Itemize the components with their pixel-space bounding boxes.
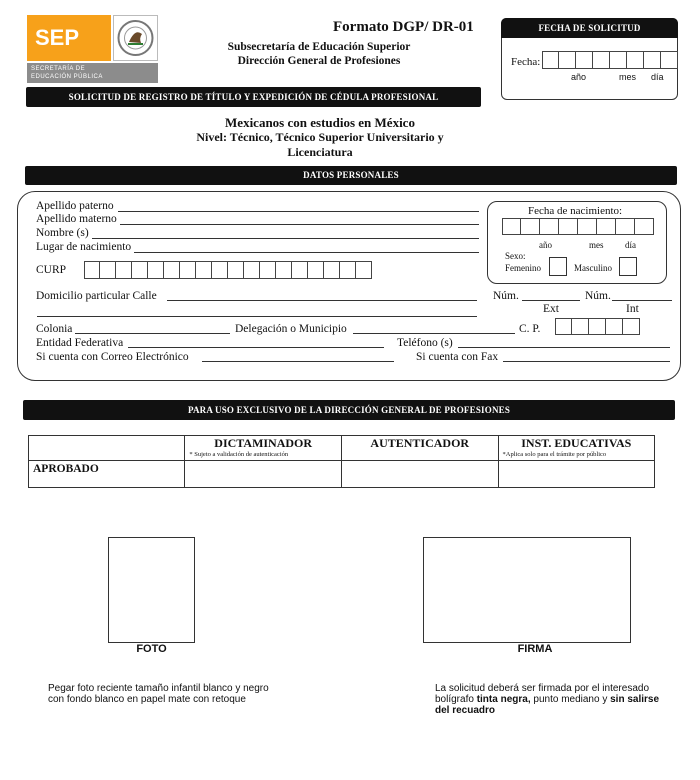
uso-exclusivo-bar: PARA USO EXCLUSIVO DE LA DIRECCIÓN GENERAL DE PROFESIONES [23, 400, 675, 420]
fecha-solicitud-title: FECHA DE SOLICITUD [501, 18, 678, 38]
firma-label: FIRMA [517, 643, 553, 655]
autenticador-header [341, 436, 498, 461]
fecha-mes-label: mes [619, 72, 637, 82]
fecha-anio-label: año [571, 72, 587, 82]
mexico-seal-icon [113, 15, 158, 61]
delegacion-field[interactable] [353, 333, 515, 334]
fecha-solicitud-cells[interactable] [542, 51, 678, 69]
fax-label: Si cuenta con Fax [416, 351, 499, 363]
masculino-checkbox[interactable] [619, 257, 637, 276]
lugar-nacimiento-label: Lugar de nacimiento [36, 241, 132, 253]
sep-logo-dept-line1: SECRETARÍA DE [31, 66, 86, 72]
nacimiento-mes-label: mes [589, 240, 604, 250]
sexo-label: Sexo: [505, 251, 526, 261]
femenino-label: Femenino [505, 263, 541, 273]
dictaminador-title: DICTAMINADOR [214, 436, 313, 450]
apellido-paterno-field[interactable] [118, 211, 479, 212]
correo-field[interactable] [202, 361, 394, 362]
inst-header [498, 436, 654, 461]
autenticador-title: AUTENTICADOR [370, 436, 470, 450]
datos-personales-bar: DATOS PERSONALES [25, 166, 677, 185]
correo-label: Si cuenta con Correo Electrónico [36, 351, 189, 363]
apellido-materno-field[interactable] [120, 224, 479, 225]
entidad-label: Entidad Federativa [36, 337, 124, 349]
num-int-label: Núm. [585, 290, 611, 302]
firma-text-c: punto mediano y [530, 694, 611, 705]
num-int-field[interactable] [612, 300, 672, 301]
masculino-label: Masculino [574, 263, 612, 273]
subtitle-line1: Mexicanos con estudios en México [225, 115, 415, 130]
firma-text-tinta: tinta negra, [476, 694, 531, 705]
ext-label: Ext [543, 303, 559, 315]
fecha-dia-label: día [651, 72, 664, 82]
cp-label: C. P. [519, 323, 541, 335]
sep-logo-brand: SEP [27, 15, 111, 61]
subtitle-line2: Nivel: Técnico, Técnico Superior Universitario y [196, 130, 444, 144]
telefono-label: Teléfono (s) [397, 337, 453, 349]
lugar-nacimiento-field[interactable] [134, 252, 479, 253]
fecha-nacimiento-cells[interactable] [502, 218, 654, 235]
fecha-solicitud-box [501, 18, 678, 100]
firma-text-sin: sin salirse [610, 694, 660, 705]
cp-cells[interactable] [555, 318, 640, 335]
aprobado-label: APROBADO [33, 463, 99, 475]
sep-logo-dept-line2: EDUCACIÓN PÚBLICA [31, 74, 103, 80]
apellido-paterno-label: Apellido paterno [36, 200, 114, 212]
firma-text-a: bolígrafo [435, 694, 477, 705]
approval-table [28, 435, 655, 488]
femenino-checkbox[interactable] [549, 257, 567, 276]
inst-cell[interactable] [498, 461, 654, 488]
delegacion-label: Delegación o Municipio [235, 323, 347, 335]
foto-label: FOTO [136, 643, 167, 655]
telefono-field[interactable] [458, 347, 670, 348]
nombres-field[interactable] [92, 238, 479, 239]
inst-title: INST. EDUCATIVAS [521, 436, 632, 450]
num-ext-field[interactable] [522, 300, 580, 301]
domicilio-field[interactable] [167, 300, 477, 301]
dictaminador-cell[interactable] [185, 461, 342, 488]
table-corner-cell [29, 436, 185, 461]
inst-note: *Aplica solo para el trámite por público [502, 451, 607, 458]
colonia-label: Colonia [36, 323, 73, 335]
num-ext-label: Núm. [493, 290, 519, 302]
aprobado-cell [29, 461, 185, 488]
firma-instructions-1: La solicitud deberá ser firmada por el interesado [435, 683, 650, 694]
fecha-nacimiento-label: Fecha de nacimiento: [528, 205, 623, 217]
subsecretaria: Subsecretaría de Educación Superior [227, 41, 411, 53]
signature-box[interactable] [423, 537, 631, 643]
direccion-general: Dirección General de Profesiones [237, 55, 401, 67]
nacimiento-dia-label: día [625, 240, 636, 250]
firma-instructions-2 [435, 694, 659, 705]
solicitud-bar: SOLICITUD DE REGISTRO DE TÍTULO Y EXPEDICIÓN DE CÉDULA PROFESIONAL [26, 87, 481, 107]
foto-instructions-2: con fondo blanco en papel mate con retoque [48, 694, 246, 705]
nacimiento-anio-label: año [539, 240, 552, 250]
sep-logo [27, 15, 158, 83]
fecha-nacimiento-box [487, 201, 667, 284]
curp-label: CURP [36, 264, 67, 276]
entidad-field[interactable] [128, 347, 384, 348]
nombres-label: Nombre (s) [36, 227, 89, 239]
autenticador-cell[interactable] [341, 461, 498, 488]
dictaminador-note: * Sujeto a validación de autenticación [189, 451, 289, 458]
sep-logo-dept [27, 63, 158, 83]
firma-instructions-3: del recuadro [435, 705, 496, 716]
curp-cells[interactable] [84, 261, 372, 279]
colonia-field[interactable] [75, 333, 230, 334]
domicilio-label: Domicilio particular Calle [36, 290, 157, 302]
format-code: Formato DGP/ DR-01 [333, 19, 474, 35]
apellido-materno-label: Apellido materno [36, 213, 117, 225]
int-label: Int [626, 303, 639, 315]
photo-box[interactable] [108, 537, 195, 643]
subtitle-line3: Licenciatura [287, 145, 353, 159]
domicilio-field-2[interactable] [37, 316, 477, 317]
dictaminador-header [185, 436, 342, 461]
fecha-label: Fecha: [511, 56, 541, 68]
foto-instructions-1: Pegar foto reciente tamaño infantil blanco y negro [48, 683, 269, 694]
fax-field[interactable] [503, 361, 670, 362]
